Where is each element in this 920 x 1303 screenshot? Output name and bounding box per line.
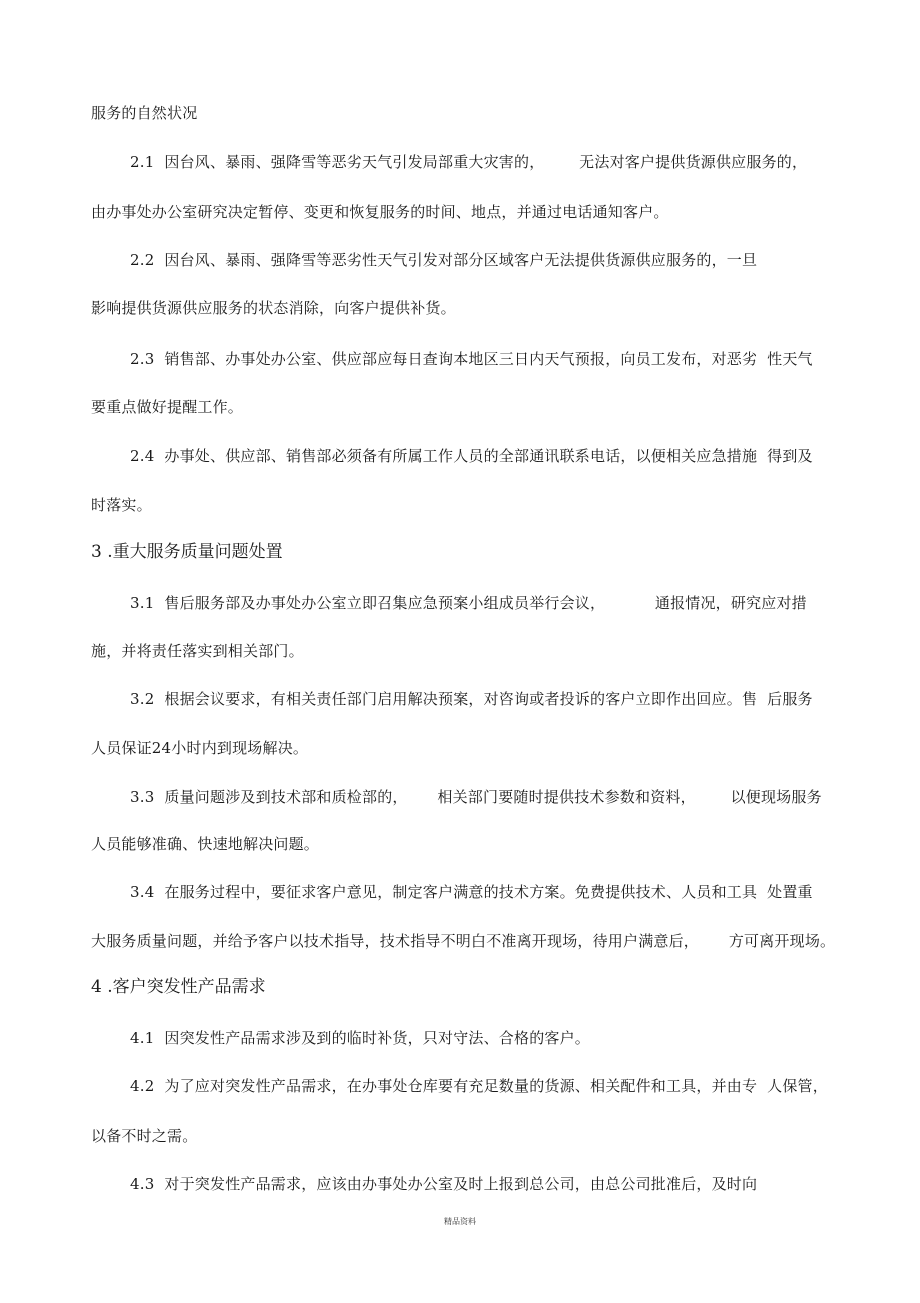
text-line: 3.1 售后服务部及办事处办公室立即召集应急预案小组成员举行会议， 通报情况，研究应对措 xyxy=(130,594,807,612)
text-line: 3.2 根据会议要求，有相关责任部门启用解决预案，对咨询或者投诉的客户立即作出回应。售 后服务 xyxy=(130,690,813,708)
section-heading: 3 .重大服务质量问题处置 xyxy=(91,542,283,562)
text-line: 3.3 质量问题涉及到技术部和质检部的， 相关部门要随时提供技术参数和资料， 以便现场服务 xyxy=(130,788,822,806)
text-line: 由办事处办公室研究决定暂停、变更和恢复服务的时间、地点，并通过电话通知客户。 xyxy=(91,203,669,221)
text-line: 施，并将责任落实到相关部门。 xyxy=(91,642,304,660)
text-line: 人员能够准确、快速地解决问题。 xyxy=(91,835,320,853)
text-line: 2.1 因台风、暴雨、强降雪等恶劣天气引发局部重大灾害的， 无法对客户提供货源供应服务的， xyxy=(130,153,808,171)
section-heading: 4 .客户突发性产品需求 xyxy=(91,977,266,997)
text-line: 影响提供货源供应服务的状态消除，向客户提供补货。 xyxy=(91,299,456,317)
page-footer: 精品资料 xyxy=(444,1217,476,1226)
text-line: 服务的自然状况 xyxy=(91,104,198,122)
text-line: 人员保证24小时内到现场解决。 xyxy=(91,739,309,757)
text-line: 2.4 办事处、供应部、销售部必须备有所属工作人员的全部通讯联系电话，以便相关应急措施 得到及 xyxy=(130,447,813,465)
text-line: 4.1 因突发性产品需求涉及到的临时补货，只对守法、合格的客户。 xyxy=(130,1029,590,1047)
text-line: 3.4 在服务过程中，要征求客户意见，制定客户满意的技术方案。免费提供技术、人员和工具 处置重 xyxy=(130,883,813,901)
text-line: 大服务质量问题，并给予客户以技术指导，技术指导不明白不准离开现场，待用户满意后， 方可离开现场。 xyxy=(91,932,836,950)
text-line: 4.2 为了应对突发性产品需求，在办事处仓库要有充足数量的货源、相关配件和工具，并由专 人保管， xyxy=(130,1077,828,1095)
text-line: 2.3 销售部、办事处办公室、供应部应每日查询本地区三日内天气预报，向员工发布，对恶劣 性天气 xyxy=(130,350,813,368)
text-line: 要重点做好提醒工作。 xyxy=(91,398,244,416)
text-line: 时落实。 xyxy=(91,496,152,514)
text-line: 4.3 对于突发性产品需求，应该由办事处办公室及时上报到总公司，由总公司批准后，及时向 xyxy=(130,1175,758,1193)
text-line: 2.2 因台风、暴雨、强降雪等恶劣性天气引发对部分区域客户无法提供货源供应服务的，一旦 xyxy=(130,251,758,269)
text-line: 以备不时之需。 xyxy=(91,1127,198,1145)
